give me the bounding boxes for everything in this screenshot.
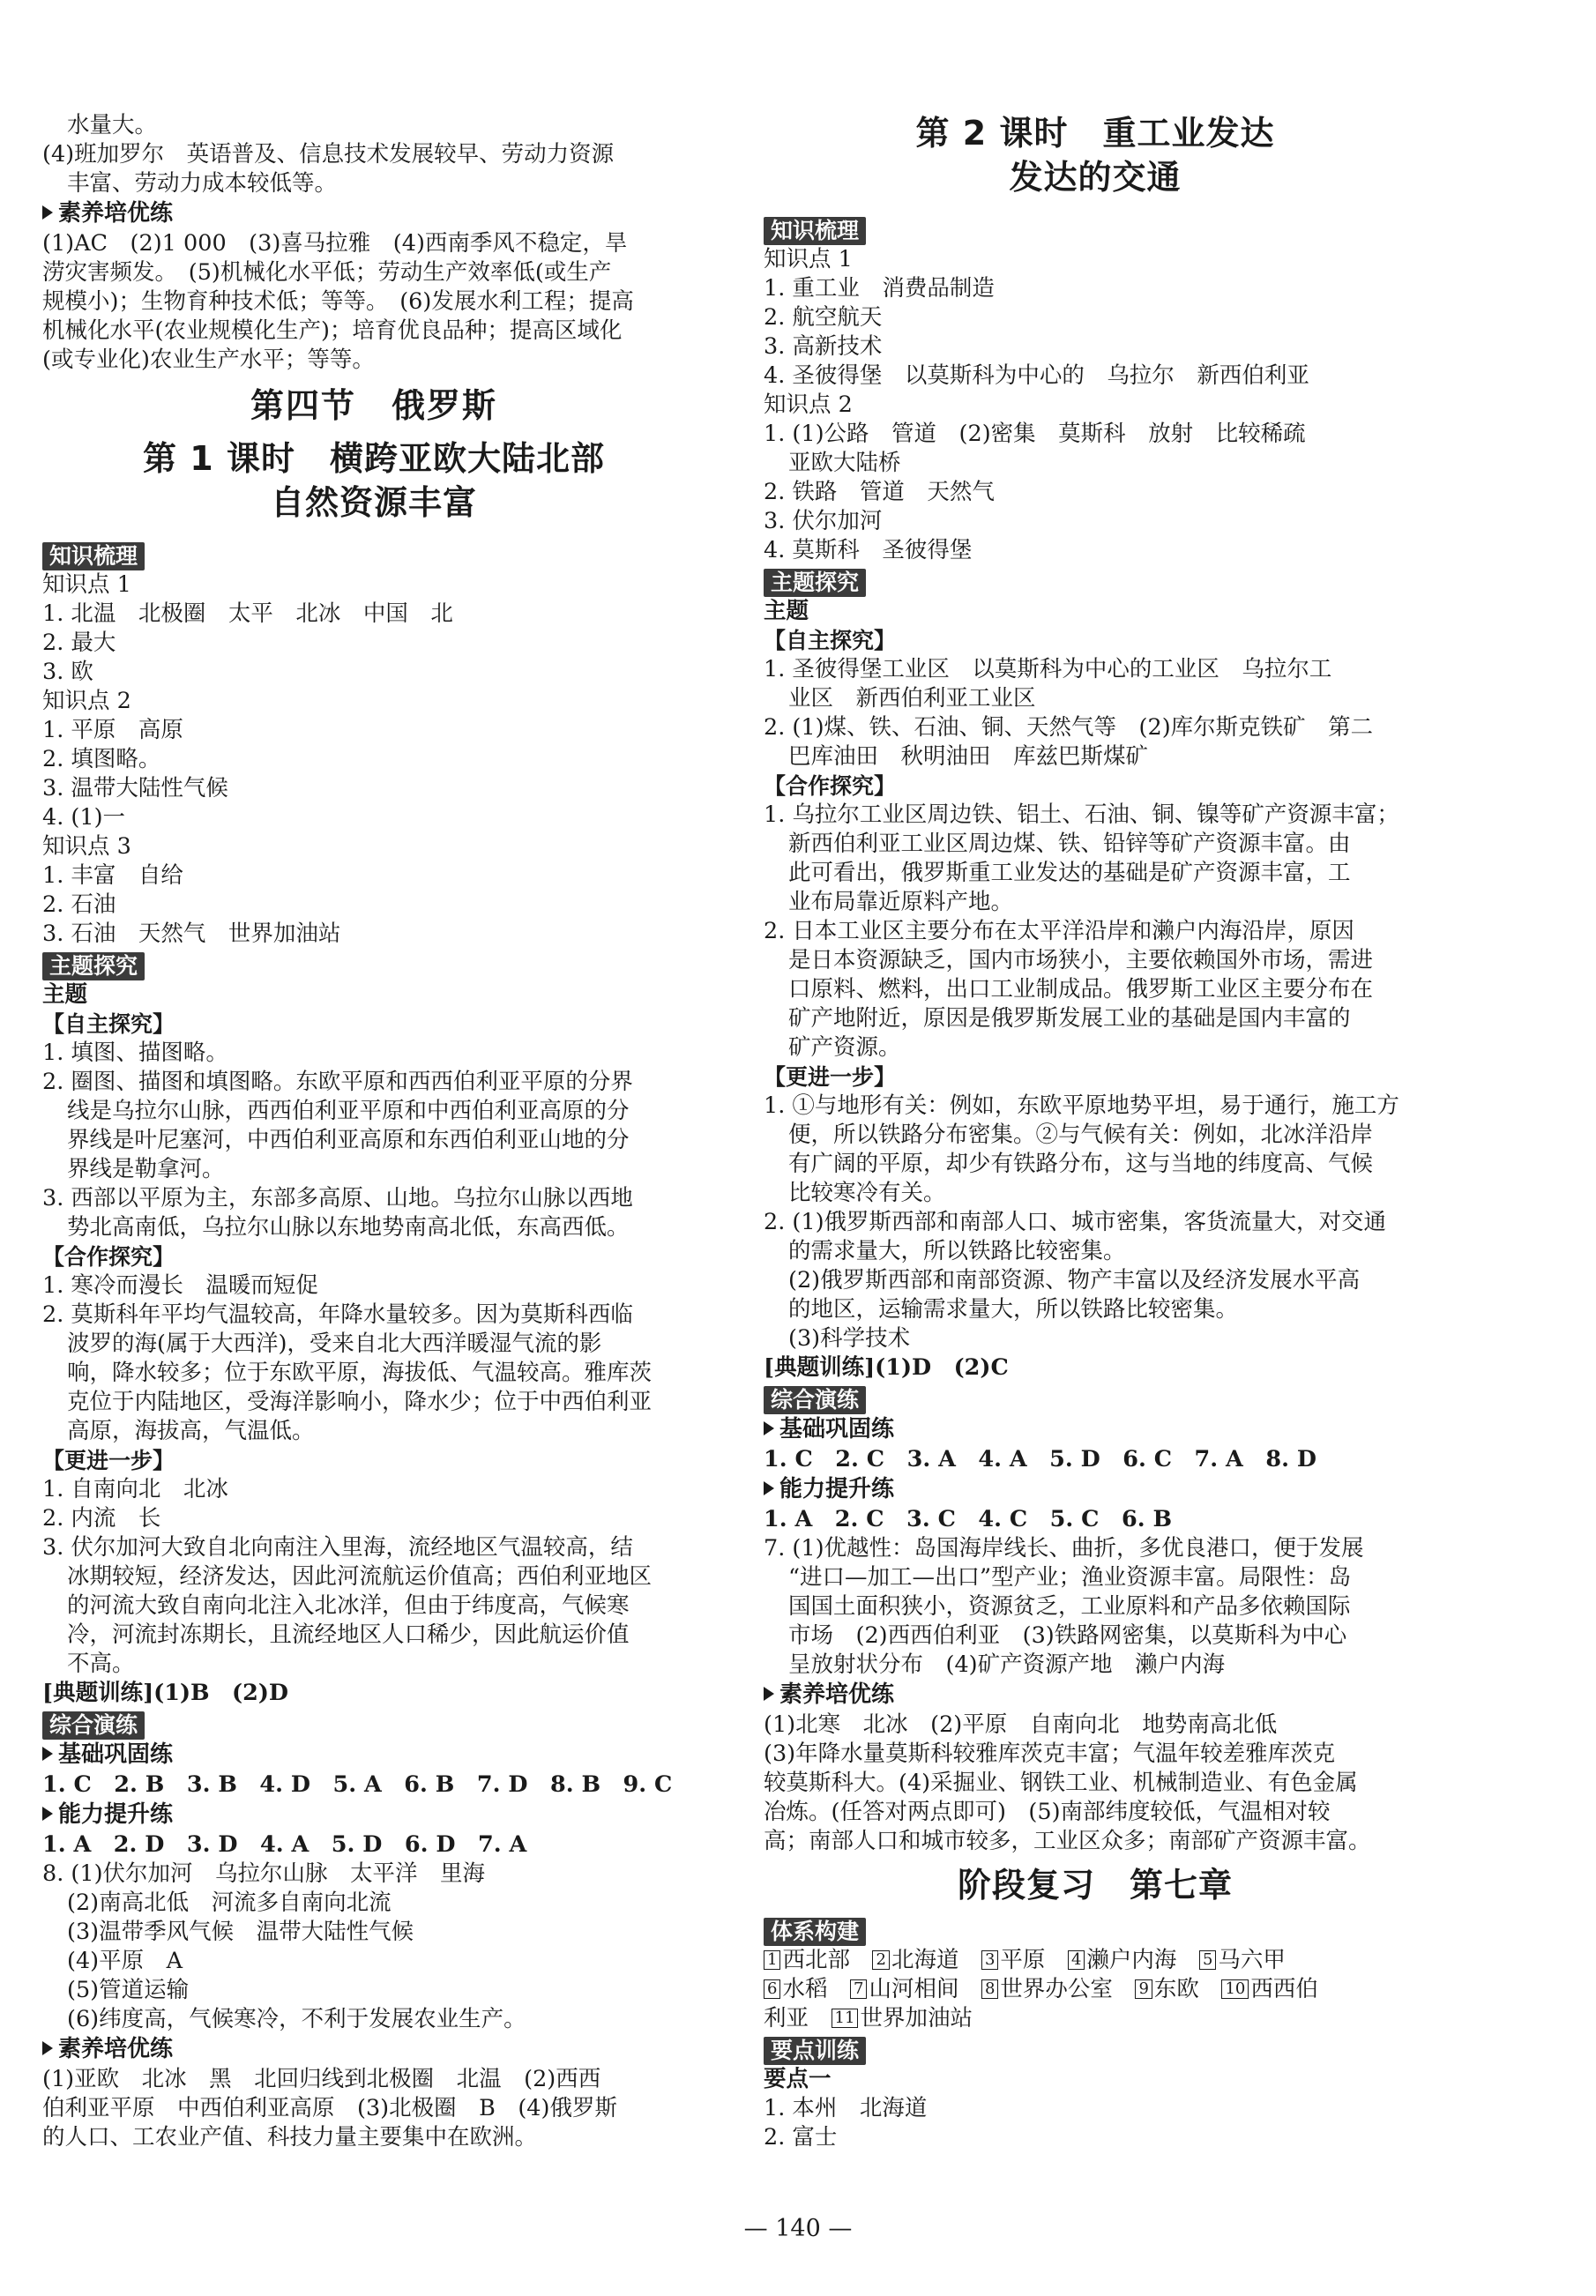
review-title: 阶段复习 第七章 — [957, 1866, 1233, 1905]
text-line: 此可看出，俄罗斯重工业发达的基础是矿产资源丰富，工 — [788, 860, 1351, 886]
text-line: 业布局靠近原料产地。 — [788, 889, 1014, 915]
text-line: (4)平原 A — [67, 1948, 183, 1974]
text-line: (或专业化)农业生产水平；等等。 — [42, 347, 375, 373]
text-line: 矿产地附近，原因是俄罗斯发展工业的基础是国内丰富的 — [788, 1005, 1351, 1032]
framework-item: 水稻 — [782, 1976, 828, 2002]
text-line: (3)年降水量莫斯科较雅库茨克丰富；气温年较差雅库茨克 — [764, 1741, 1336, 1767]
number-box: 1 — [764, 1950, 780, 1970]
text-line: 伯利亚平原 中西伯利亚高原 (3)北极圈 B (4)俄罗斯 — [42, 2095, 617, 2121]
text-line: 3. 伏尔加河大致自北向南注入里海，流经地区气温较高，结 — [42, 1534, 633, 1561]
text-line: 3. 高新技术 — [764, 333, 883, 360]
triangle-icon — [42, 1807, 53, 1821]
subsection-heading: 素养培优练 — [764, 1680, 1427, 1711]
typical-question-answers: [典题训练](1)B (2)D — [42, 1680, 289, 1706]
framework-line — [764, 1946, 1427, 1975]
text-line: 冶炼。(任答对两点即可) (5)南部纬度较低，气温相对较 — [764, 1799, 1331, 1825]
section-tag: 体系构建 — [764, 1918, 866, 1946]
bracket-heading: 【更进一步】 — [42, 1448, 175, 1473]
text-line: 2. (1)俄罗斯西部和南部人口、城市密集，客货流量大，对交通 — [764, 1209, 1387, 1235]
section-tag: 综合演练 — [42, 1711, 145, 1740]
text-line: (1)北寒 北冰 (2)平原 自南向北 地势南高北低 — [764, 1711, 1278, 1738]
text-line: 2. 内流 长 — [42, 1505, 161, 1532]
subsection-heading: 基础巩固练 — [42, 1740, 705, 1770]
knowledge-point-label: 知识点 1 — [42, 571, 131, 598]
framework-line — [764, 1975, 1427, 2004]
text-line: 1. 乌拉尔工业区周边铁、铝土、石油、铜、镍等矿产资源丰富； — [764, 801, 1399, 828]
text-line: 2. 石油 — [42, 891, 116, 918]
text-line: (1)AC (2)1 000 (3)喜马拉雅 (4)西南季风不稳定，旱 — [42, 230, 628, 257]
knowledge-point-label: 知识点 2 — [764, 391, 853, 418]
framework-item: 世界办公室 — [1000, 1976, 1113, 2002]
framework-item: 北海道 — [891, 1947, 959, 1973]
text-line: 2. 铁路 管道 天然气 — [764, 479, 995, 505]
text-line: 4. 莫斯科 圣彼得堡 — [764, 537, 973, 563]
text-line: 3. 石油 天然气 世界加油站 — [42, 921, 341, 947]
number-box: 6 — [764, 1979, 780, 1999]
topic-heading: 主题 — [42, 981, 88, 1008]
text-line: 的河流大致自南向北注入北冰洋，但由于纬度高，气候寒 — [67, 1592, 630, 1619]
text-line: 2. 航空航天 — [764, 304, 883, 331]
number-box: 5 — [1199, 1950, 1216, 1970]
text-line: 有广阔的平原，却少有铁路分布，这与当地的纬度高、气候 — [788, 1151, 1374, 1177]
triangle-icon — [42, 2041, 53, 2055]
right-column — [764, 111, 1427, 2152]
text-line: 2. 圈图、描图和填图略。东欧平原和西西伯利亚平原的分界 — [42, 1069, 633, 1095]
lesson-title-cont: 自然资源丰富 — [270, 483, 477, 522]
text-line: 1. 丰富 自给 — [42, 862, 183, 889]
section-tag: 知识梳理 — [764, 217, 866, 245]
triangle-icon — [764, 1687, 774, 1701]
text-line: 亚欧大陆桥 — [788, 450, 901, 476]
text-line: 4. (1)一 — [42, 804, 126, 831]
text-line: 界线是叶尼塞河，中西伯利亚高原和东西伯利亚山地的分 — [67, 1127, 630, 1153]
text-line: 的需求量大，所以铁路比较密集。 — [788, 1238, 1126, 1264]
text-line: 1. 圣彼得堡工业区 以莫斯科为中心的工业区 乌拉尔工 — [764, 656, 1332, 682]
lesson-title-cont: 发达的交通 — [1009, 158, 1182, 197]
subsection-heading: 能力提升练 — [764, 1474, 1427, 1505]
text-line: 国国土面积狭小，资源贫乏，工业原料和产品多依赖国际 — [788, 1593, 1351, 1620]
text-line: 高原，海拔高，气温低。 — [67, 1418, 315, 1444]
text-line: 巴库油田 秋明油田 库兹巴斯煤矿 — [788, 743, 1149, 770]
number-box: 11 — [832, 2009, 859, 2028]
text-line: 线是乌拉尔山脉，西西伯利亚平原和中西伯利亚高原的分 — [67, 1098, 630, 1124]
text-line: 界线是勒拿河。 — [67, 1156, 225, 1182]
bracket-heading: 【合作探究】 — [42, 1244, 175, 1270]
text-line: 响，降水较多；位于东欧平原，海拔低、气温较高。雅库茨 — [67, 1360, 653, 1386]
number-box: 9 — [1135, 1979, 1152, 1999]
number-box: 2 — [872, 1950, 889, 1970]
text-line: 高；南部人口和城市较多，工业区众多；南部矿产资源丰富。 — [764, 1828, 1371, 1854]
text-line: (3)科学技术 — [788, 1325, 911, 1352]
knowledge-point-label: 知识点 1 — [764, 246, 853, 272]
text-line: 2. 填图略。 — [42, 746, 161, 772]
text-line: 新西伯利亚工业区周边煤、铁、铅锌等矿产资源丰富。由 — [788, 831, 1351, 857]
answer-line: 1. C 2. C 3. A 4. A 5. D 6. C 7. A 8. D — [764, 1446, 1316, 1472]
answer-line: 1. C 2. B 3. B 4. D 5. A 6. B 7. D 8. B 9. C — [42, 1771, 673, 1798]
text-line: 市场 (2)西西伯利亚 (3)铁路网密集，以莫斯科为中心 — [788, 1622, 1347, 1649]
subsection-heading: 素养培优练 — [42, 2034, 705, 2065]
framework-item: 东欧 — [1153, 1976, 1199, 2002]
answer-line: 1. A 2. D 3. D 4. A 5. D 6. D 7. A — [42, 1831, 527, 1858]
text-line: 不高。 — [67, 1651, 135, 1677]
text-line: 丰富、劳动力成本较低等。 — [67, 170, 338, 197]
text-line: 2. 莫斯科年平均气温较高，年降水量较多。因为莫斯科西临 — [42, 1301, 633, 1328]
text-line: 2. (1)煤、铁、石油、铜、天然气等 (2)库尔斯克铁矿 第二 — [764, 714, 1374, 741]
section-tag: 要点训练 — [764, 2037, 866, 2065]
answer-line: 1. A 2. C 3. C 4. C 5. C 6. B — [764, 1506, 1173, 1532]
text-line: 3. 欧 — [42, 659, 93, 685]
text-line: (6)纬度高，气候寒冷，不利于发展农业生产。 — [67, 2006, 526, 2032]
text-line: (4)班加罗尔 英语普及、信息技术发展较早、劳动力资源 — [42, 141, 615, 168]
framework-line — [764, 2004, 1427, 2033]
framework-item: 西西伯 — [1250, 1976, 1318, 2002]
text-line: 克位于内陆地区，受海洋影响小，降水少；位于中西伯利亚 — [67, 1389, 653, 1415]
text-line: 呈放射状分布 (4)矿产资源产地 濑户内海 — [788, 1651, 1226, 1678]
number-box: 7 — [850, 1979, 867, 1999]
text-line: 涝灾害频发。 (5)机械化水平低；劳动生产效率低(或生产 — [42, 259, 612, 286]
left-column — [42, 111, 705, 2152]
text-line: 业区 新西伯利亚工业区 — [788, 685, 1036, 712]
text-line: (5)管道运输 — [67, 1977, 190, 2003]
page-number: — 140 — — [743, 2215, 853, 2242]
framework-item: 平原 — [1000, 1947, 1046, 1973]
text-line: (1)亚欧 北冰 黑 北回归线到北极圈 北温 (2)西西 — [42, 2066, 601, 2092]
bracket-heading: 【更进一步】 — [764, 1064, 897, 1090]
framework-item: 世界加油站 — [860, 2005, 973, 2031]
text-line: 较莫斯科大。(4)采掘业、钢铁工业、机械制造业、有色金属 — [764, 1770, 1358, 1796]
section-tag: 综合演练 — [764, 1386, 866, 1414]
text-line: 的地区，运输需求量大，所以铁路比较密集。 — [788, 1296, 1239, 1323]
section-tag: 主题探究 — [764, 569, 866, 597]
section-title: 第四节 俄罗斯 — [250, 386, 497, 425]
topic-heading: 主题 — [764, 598, 809, 624]
subsection-heading: 能力提升练 — [42, 1800, 705, 1830]
framework-item: 濑户内海 — [1086, 1947, 1177, 1973]
text-line: 3. 西部以平原为主，东部多高原、山地。乌拉尔山脉以西地 — [42, 1185, 633, 1211]
text-line: (3)温带季风气候 温带大陆性气候 — [67, 1919, 414, 1945]
lesson-title: 第 2 课时 重工业发达 — [915, 114, 1275, 153]
text-line: 规模小)；生物育种技术低；等等。 (6)发展水利工程；提高 — [42, 288, 634, 315]
subsection-heading: 基础巩固练 — [764, 1414, 1427, 1445]
text-line: 2. 最大 — [42, 630, 116, 656]
text-line: 1. 北温 北极圈 太平 北冰 中国 北 — [42, 600, 453, 627]
triangle-icon — [764, 1481, 774, 1495]
framework-item: 马六甲 — [1218, 1947, 1286, 1973]
number-box: 4 — [1068, 1950, 1085, 1970]
text-line: 3. 温带大陆性气候 — [42, 775, 228, 801]
text-line: 2. 富士 — [764, 2124, 838, 2151]
subsection-heading: 素养培优练 — [42, 198, 705, 229]
text-line: 4. 圣彼得堡 以莫斯科为中心的 乌拉尔 新西伯利亚 — [764, 362, 1309, 389]
text-line: 1. ①与地形有关：例如，东欧平原地势平坦，易于通行，施工方 — [764, 1092, 1399, 1119]
text-line: 便，所以铁路分布密集。②与气候有关：例如，北冰洋沿岸 — [788, 1122, 1374, 1148]
number-box: 8 — [981, 1979, 998, 1999]
text-line: 1. (1)公路 管道 (2)密集 莫斯科 放射 比较稀疏 — [764, 421, 1306, 447]
framework-item: 西北部 — [782, 1947, 850, 1973]
text-line: 8. (1)伏尔加河 乌拉尔山脉 太平洋 里海 — [42, 1860, 486, 1887]
text-line: 3. 伏尔加河 — [764, 508, 883, 534]
triangle-icon — [42, 205, 53, 220]
typical-question-answers: [典题训练](1)D (2)C — [764, 1354, 1009, 1381]
text-line: 1. 重工业 消费品制造 — [764, 275, 995, 302]
text-line: 矿产资源。 — [788, 1034, 901, 1061]
section-tag: 主题探究 — [42, 952, 145, 980]
text-line: 1. 本州 北海道 — [764, 2095, 928, 2121]
triangle-icon — [42, 1747, 53, 1761]
text-line: 机械化水平(农业规模化生产)；培育优良品种；提高区域化 — [42, 317, 623, 344]
text-line: (2)俄罗斯西部和南部资源、物产丰富以及经济发展水平高 — [788, 1267, 1361, 1293]
text-line: 比较寒冷有关。 — [788, 1180, 946, 1206]
text-line: 1. 自南向北 北冰 — [42, 1476, 228, 1502]
knowledge-point-label: 知识点 3 — [42, 833, 131, 860]
framework-item: 山河相间 — [869, 1976, 959, 2002]
number-box: 3 — [981, 1950, 998, 1970]
text-line: 1. 平原 高原 — [42, 717, 183, 743]
text-line: 波罗的海(属于大西洋)，受来自北大西洋暖湿气流的影 — [67, 1331, 602, 1357]
text-line: 1. 填图、描图略。 — [42, 1040, 228, 1066]
bracket-heading: 【自主探究】 — [764, 628, 897, 653]
text-line: 7. (1)优越性：岛国海岸线长、曲折，多优良港口，便于发展 — [764, 1535, 1364, 1562]
framework-item: 利亚 — [764, 2005, 809, 2031]
knowledge-point-label: 知识点 2 — [42, 688, 131, 714]
section-tag: 知识梳理 — [42, 542, 145, 570]
text-line: 冷，河流封冻期长，且流经地区人口稀少，因此航运价值 — [67, 1621, 630, 1648]
bracket-heading: 【合作探究】 — [764, 773, 897, 799]
text-line: 的人口、工农业产值、科技力量主要集中在欧洲。 — [42, 2124, 538, 2151]
topic-heading: 要点一 — [764, 2066, 832, 2092]
number-box: 10 — [1221, 1979, 1249, 1999]
bracket-heading: 【自主探究】 — [42, 1011, 175, 1037]
text-line: 水量大。 — [67, 112, 158, 138]
lesson-title: 第 1 课时 横跨亚欧大陆北部 — [143, 439, 605, 478]
text-line: 2. 日本工业区主要分布在太平洋沿岸和濑户内海沿岸，原因 — [764, 918, 1354, 944]
text-line: 是日本资源缺乏，国内市场狭小，主要依赖国外市场，需进 — [788, 947, 1374, 973]
triangle-icon — [764, 1421, 774, 1435]
text-line: 1. 寒冷而漫长 温暖而短促 — [42, 1272, 318, 1299]
text-line: 冰期较短，经济发达，因此河流航运价值高；西伯利亚地区 — [67, 1563, 653, 1590]
text-line: 口原料、燃料，出口工业制成品。俄罗斯工业区主要分布在 — [788, 976, 1374, 1003]
text-line: 势北高南低，乌拉尔山脉以东地势南高北低，东高西低。 — [67, 1214, 630, 1241]
text-line: “进口—加工—出口”型产业；渔业资源丰富。局限性：岛 — [788, 1564, 1352, 1591]
text-line: (2)南高北低 河流多自南向北流 — [67, 1890, 392, 1916]
